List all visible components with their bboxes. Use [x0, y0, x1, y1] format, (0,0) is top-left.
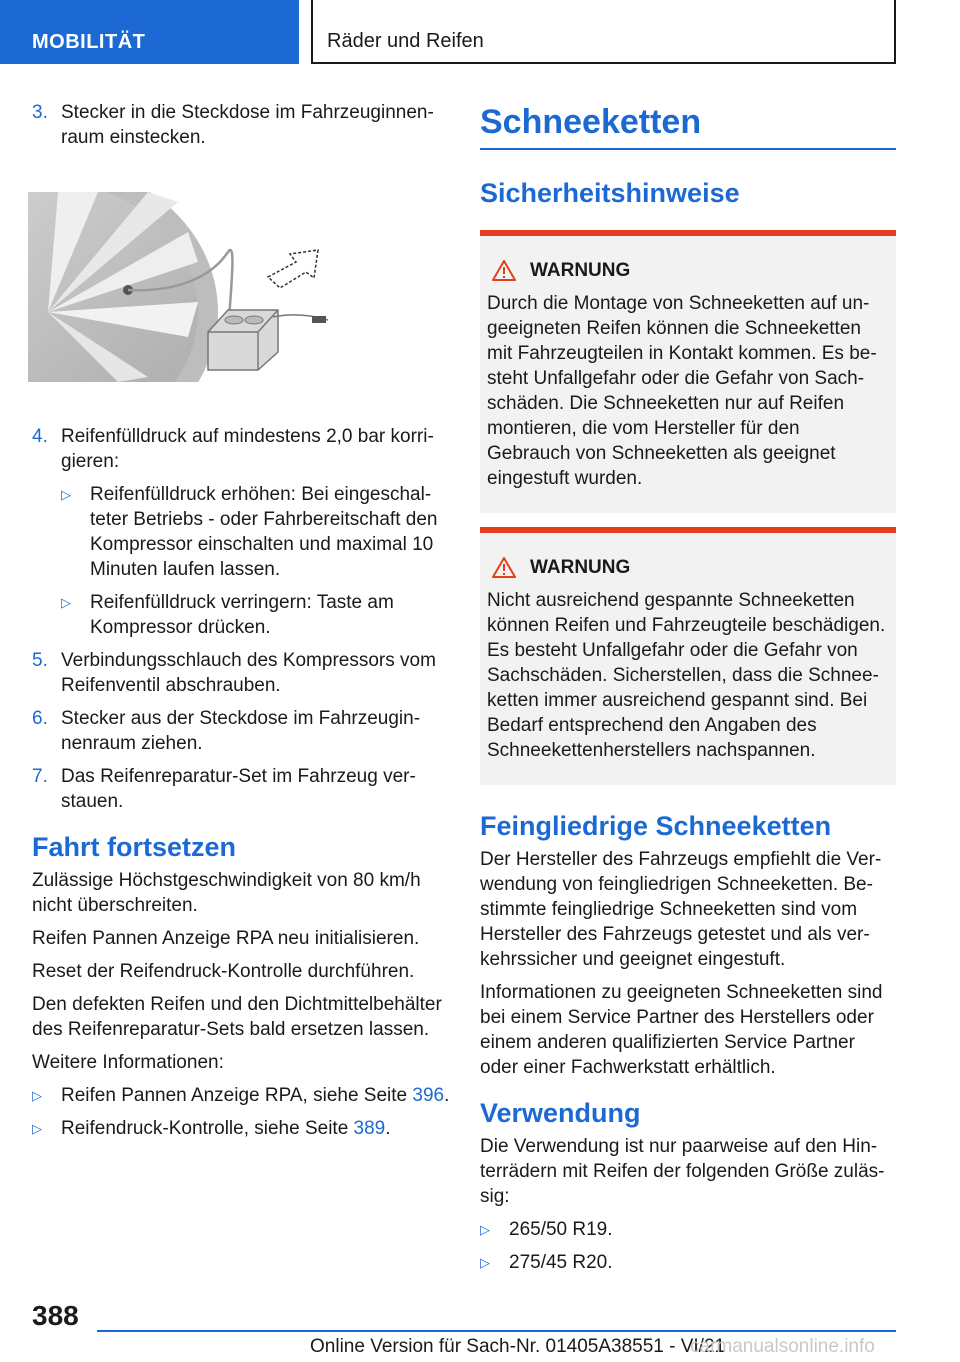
- warning-label: WARNUNG: [530, 260, 631, 281]
- step-text: Verbindungsschlauch des Kompressors vom Reifenventil abschrauben.: [61, 650, 436, 696]
- step-7: [32, 764, 450, 814]
- paragraph: Weitere Informationen:: [32, 1052, 224, 1073]
- list-item: ▷ Reifendruck-Kontrolle, siehe Seite 389.: [32, 1118, 391, 1139]
- fein-heading: Feingliedrige Schneeketten: [480, 811, 832, 841]
- paragraph: Zulässige Höchstgeschwindigkeit von 80 km/h nicht überschreiten.: [32, 870, 421, 916]
- paragraph: Reifen Pannen Anzeige RPA neu initialisieren.: [32, 928, 420, 949]
- header-section: MOBILITÄT: [0, 0, 299, 64]
- list-item: ▷ Reifen Pannen Anzeige RPA, siehe Seite 396.: [32, 1085, 450, 1106]
- step-3: [32, 100, 450, 150]
- step-5: [32, 648, 450, 698]
- paragraph: Den defekten Reifen und den Dichtmittelbehälter des Reifenreparatur-Sets bald ersetzen lassen.: [32, 994, 442, 1040]
- step-text: Stecker aus der Steckdose im Fahrzeuginnenraum ziehen.: [61, 708, 421, 754]
- paragraph: Die Verwendung ist nur paarweise auf den Hinterrädern mit Reifen der folgenden Größe zulässig:: [480, 1136, 885, 1207]
- warning-icon: [492, 260, 516, 281]
- bullet-icon: ▷: [480, 1255, 490, 1270]
- step-text: Stecker in die Steckdose im Fahrzeuginnenraum einstecken.: [61, 102, 434, 148]
- warning-icon: [492, 557, 516, 578]
- step-number: 3.: [32, 102, 48, 123]
- bullet-icon: ▷: [32, 1121, 42, 1136]
- compressor-illustration: [28, 192, 348, 382]
- tire-size: 275/45 R20.: [509, 1252, 613, 1273]
- fahrt-heading: Fahrt fortsetzen: [32, 832, 237, 862]
- footer-text: Online Version für Sach-Nr. 01405A38551 - VI/21: [310, 1336, 726, 1357]
- step-number: 5.: [32, 650, 48, 671]
- page-number: 388: [32, 1300, 79, 1331]
- safety-heading: Sicherheitshinweise: [480, 178, 740, 208]
- bullet-text: Reifenfülldruck erhöhen: Bei eingeschalteter Betriebs - oder Fahrbereitschaft den Kompressor einschalten und maximal 10 Minuten laufen lassen.: [90, 484, 438, 580]
- header-chapter: Räder und Reifen: [311, 0, 896, 64]
- page-link-389[interactable]: 389: [353, 1118, 386, 1139]
- step-text: Das Reifenreparatur-Set im Fahrzeug verstauen.: [61, 766, 416, 812]
- warning-text: Nicht ausreichend gespannte Schneeketten können Reifen und Fahrzeugteile beschädigen. Es besteht Unfallgefahr oder die Gefahr von Sachschäden. Sicherstellen, dass die Schneeketten immer ausreichend gespannt sind. Bei Bedarf entsprechend den Angaben des Schneekettenherstellers nachspannen.: [487, 590, 886, 761]
- right-column: [480, 100, 896, 1283]
- page-title: Schneeketten: [480, 100, 896, 150]
- step-number: 6.: [32, 708, 48, 729]
- list-item: [61, 590, 450, 640]
- list-item: [480, 1250, 896, 1275]
- bullet-text: Reifen Pannen Anzeige RPA, siehe Seite: [61, 1085, 413, 1106]
- step-text: Reifenfülldruck auf mindestens 2,0 bar korrigieren:: [61, 426, 434, 472]
- step-6: [32, 706, 450, 756]
- paragraph: Informationen zu geeigneten Schneeketten sind bei einem Service Partner des Herstellers oder einem anderen qualifizierten Service Partner oder einer Fachwerkstatt erhältlich.: [480, 982, 883, 1078]
- bullet-text: Reifendruck-Kontrolle, siehe Seite: [61, 1118, 354, 1139]
- warning-box: [480, 527, 896, 785]
- list-item: [480, 1217, 896, 1242]
- bullet-icon: ▷: [61, 487, 71, 502]
- list-item: [61, 482, 450, 582]
- warning-text: Durch die Montage von Schneeketten auf ungeeigneten Reifen können die Schneeketten mit Fahrzeugteilen in Kontakt kommen. Es besteht Unfallgefahr oder die Gefahr von Sachschäden. Die Schneeketten nur auf Reifen montieren, die vom Hersteller für den Gebrauch von Schneeketten als geeignet eingestuft wurden.: [487, 293, 877, 489]
- step-number: 4.: [32, 426, 48, 447]
- paragraph: Der Hersteller des Fahrzeugs empfiehlt die Verwendung von feingliedrigen Schneeketten. Bestimmte feingliedrige Schneeketten sind vom Hersteller des Fahrzeugs getestet und als verkehrssicher und geeignet eingestuft.: [480, 849, 882, 970]
- page-link-396[interactable]: 396: [412, 1085, 445, 1106]
- warning-label: WARNUNG: [530, 557, 631, 578]
- warning-box: [480, 230, 896, 513]
- paragraph: Reset der Reifendruck-Kontrolle durchführen.: [32, 961, 415, 982]
- step-number: 7.: [32, 766, 48, 787]
- bullet-text: Reifenfülldruck verringern: Taste am Kompressor drücken.: [90, 592, 394, 638]
- tire-size: 265/50 R19.: [509, 1219, 613, 1240]
- left-column: [32, 100, 450, 1149]
- bullet-icon: ▷: [480, 1222, 490, 1237]
- bullet-icon: ▷: [32, 1088, 42, 1103]
- step-4: [32, 424, 450, 474]
- verwendung-heading: Verwendung: [480, 1098, 641, 1128]
- bullet-icon: ▷: [61, 595, 71, 610]
- watermark: carmanualsonline.info: [690, 1336, 875, 1357]
- footer-divider: [97, 1330, 896, 1332]
